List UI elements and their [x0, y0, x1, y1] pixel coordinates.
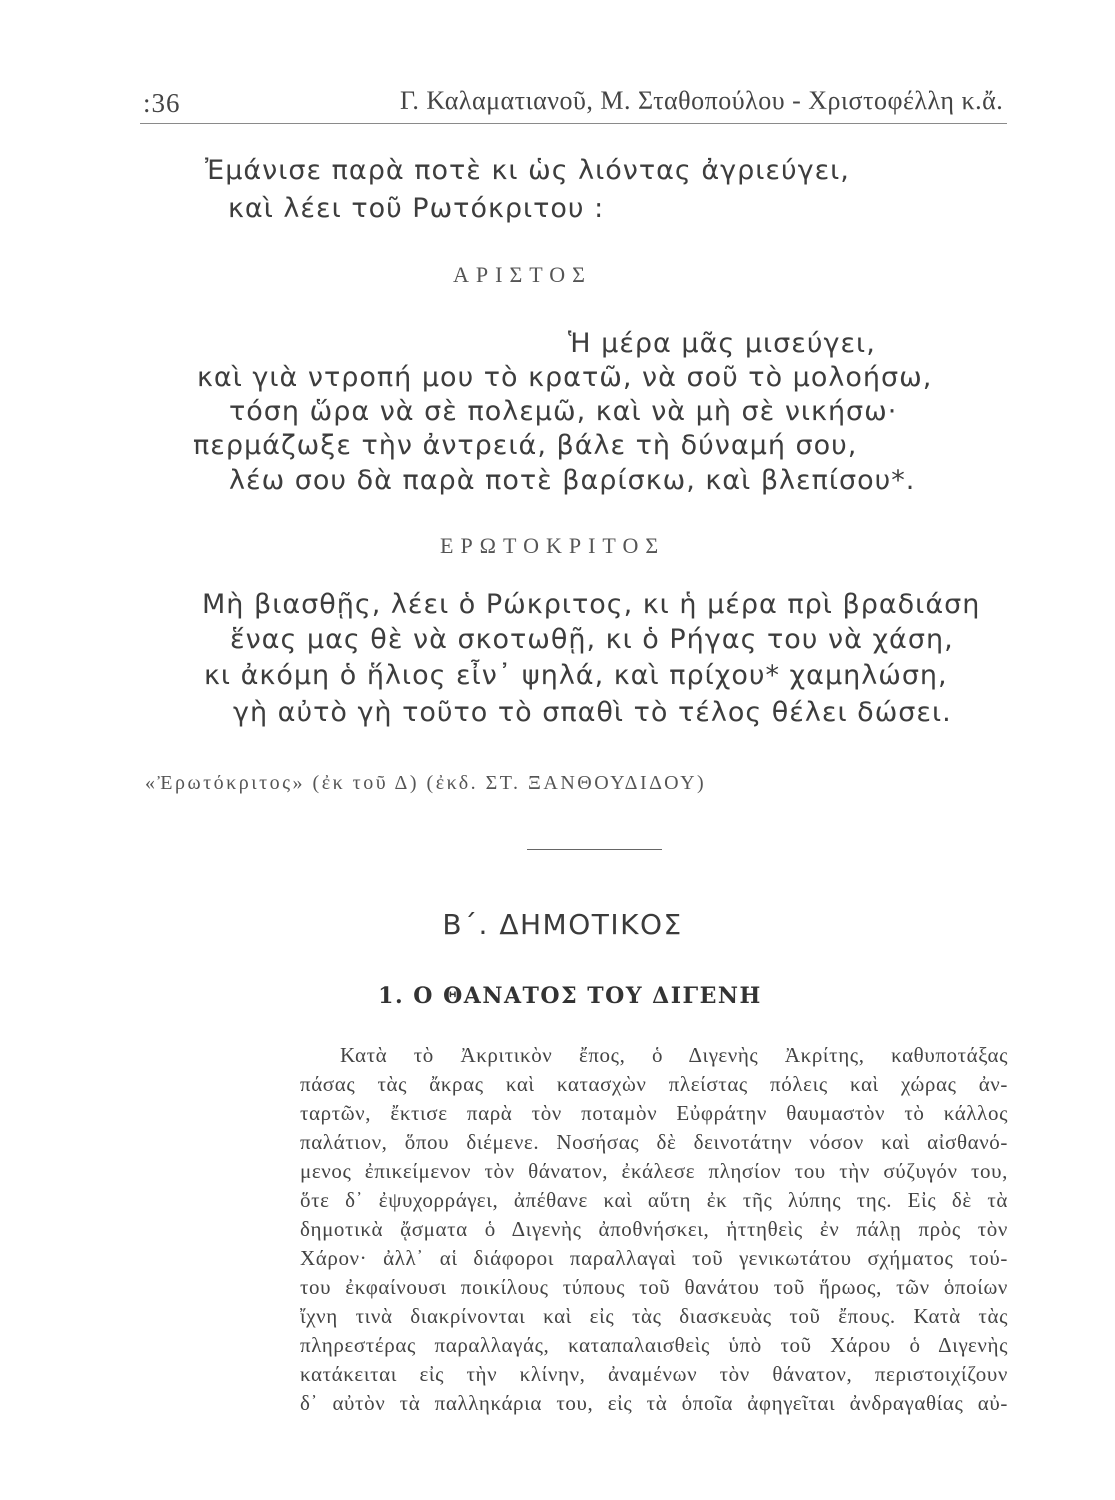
speaker-heading-aristos: ΑΡΙΣΤΟΣ: [453, 262, 592, 287]
paragraph-line: πάσας τὰς ἄκρας καὶ κατασχὼν πλείστας πόλεις καὶ χώρας ἀν-: [300, 1072, 1008, 1096]
poem-line: Μὴ βιασθῇς, λέει ὁ Ρώκριτος, κι ἡ μέρα πρὶ βραδιάση: [202, 589, 981, 620]
paragraph-line: μενος ἐπικείμενον τὸν θάνατον, ἐκάλεσε πλησίον του τὴν σύζυγόν του,: [300, 1159, 1008, 1183]
paragraph-line: δημοτικὰ ᾄσματα ὁ Διγενὴς ἀποθνήσκει, ἡττηθεὶς ἐν πάλῃ πρὸς τὸν: [300, 1217, 1008, 1241]
paragraph-line: ὅτε δ᾽ ἐψυχορράγει, ἀπέθανε καὶ αὕτη ἐκ τῆς λύπης της. Εἰς δὲ τὰ: [300, 1188, 1008, 1212]
speaker-heading-erotokritos: ΕΡΩΤΟΚΡΙΤΟΣ: [440, 533, 666, 558]
page-number: :36: [143, 88, 181, 118]
poem-line: κι ἀκόμη ὁ ἥλιος εἶν᾽ ψηλά, καὶ πρίχου* χαμηλώση,: [204, 660, 948, 691]
section-divider: [527, 849, 662, 850]
poem-line: καὶ γιὰ ντροπή μου τὸ κρατῶ, νὰ σοῦ τὸ μολοήσω,: [197, 362, 933, 393]
poem-line: ἕνας μας θὲ νὰ σκοτωθῇ, κι ὁ Ρήγας του νὰ χάση,: [230, 624, 954, 655]
paragraph-line: πληρεστέρας παραλλαγάς, καταπαλαισθεὶς ὑπὸ τοῦ Χάρου ὁ Διγενὴς: [300, 1333, 1008, 1357]
paragraph-line: ἴχνη τινὰ διακρίνονται καὶ εἰς τὰς διασκευὰς τοῦ ἔπους. Κατὰ τὰς: [300, 1304, 1008, 1328]
running-head: Γ. Καλαματιανοῦ, Μ. Σταθοπούλου - Χριστοφέλλη κ.ἄ.: [400, 86, 1004, 115]
paragraph-line: του ἐκφαίνουσι ποικίλους τύπους τοῦ θανάτου τοῦ ἥρωος, τῶν ὁποίων: [300, 1275, 1008, 1299]
section-title: Β΄. ΔΗΜΟΤΙΚΟΣ: [442, 908, 683, 941]
poem-line: περμάζωξε τὴν ἀντρειά, βάλε τὴ δύναμή σου,: [193, 430, 858, 461]
poem-line: Ἡ μέρα μᾶς μισεύγει,: [568, 328, 876, 359]
poem-line: λέω σου δὰ παρὰ ποτὲ βαρίσκω, καὶ βλεπίσου*.: [229, 465, 916, 496]
poem-line: τόση ὥρα νὰ σὲ πολεμῶ, καὶ νὰ μὴ σὲ νικήσω·: [229, 396, 898, 427]
header-rule: [140, 123, 1007, 124]
subsection-title: 1. Ο ΘΑΝΑΤΟΣ ΤΟΥ ΔΙΓΕΝΗ: [378, 983, 762, 1009]
paragraph-line: κατάκειται εἰς τὴν κλίνην, ἀναμένων τὸν θάνατον, περιστοιχίζουν: [300, 1362, 1008, 1386]
poem-line: Ἐμάνισε παρὰ ποτὲ κι ὡς λιόντας ἀγριεύγει,: [205, 155, 850, 186]
paragraph-line: Χάρον· ἀλλ᾽ αἱ διάφοροι παραλλαγαὶ τοῦ γενικωτάτου σχήματος τού-: [300, 1246, 1008, 1270]
paragraph-line: ταρτῶν, ἔκτισε παρὰ τὸν ποταμὸν Εὐφράτην θαυμαστὸν τὸ κάλλος: [300, 1101, 1008, 1125]
paragraph-line: Κατὰ τὸ Ἀκριτικὸν ἔπος, ὁ Διγενὴς Ἀκρίτης, καθυποτάξας: [340, 1043, 1008, 1067]
paragraph-line: δ᾽ αὐτὸν τὰ παλληκάρια του, εἰς τὰ ὁποῖα ἀφηγεῖται ἀνδραγαθίας αὐ-: [300, 1391, 1008, 1415]
citation: «Ἐρωτόκριτος» (ἐκ τοῦ Δ) (ἐκδ. ΣΤ. ΞΑΝΘΟΥΔΙΔΟΥ): [145, 772, 707, 794]
poem-line: καὶ λέει τοῦ Ρωτόκριτου :: [228, 193, 605, 224]
poem-line: γὴ αὐτὸ γὴ τοῦτο τὸ σπαθὶ τὸ τέλος θέλει δώσει.: [233, 697, 952, 728]
paragraph-line: παλάτιον, ὅπου διέμενε. Νοσήσας δὲ δεινοτάτην νόσον καὶ αἰσθανό-: [300, 1130, 1008, 1154]
